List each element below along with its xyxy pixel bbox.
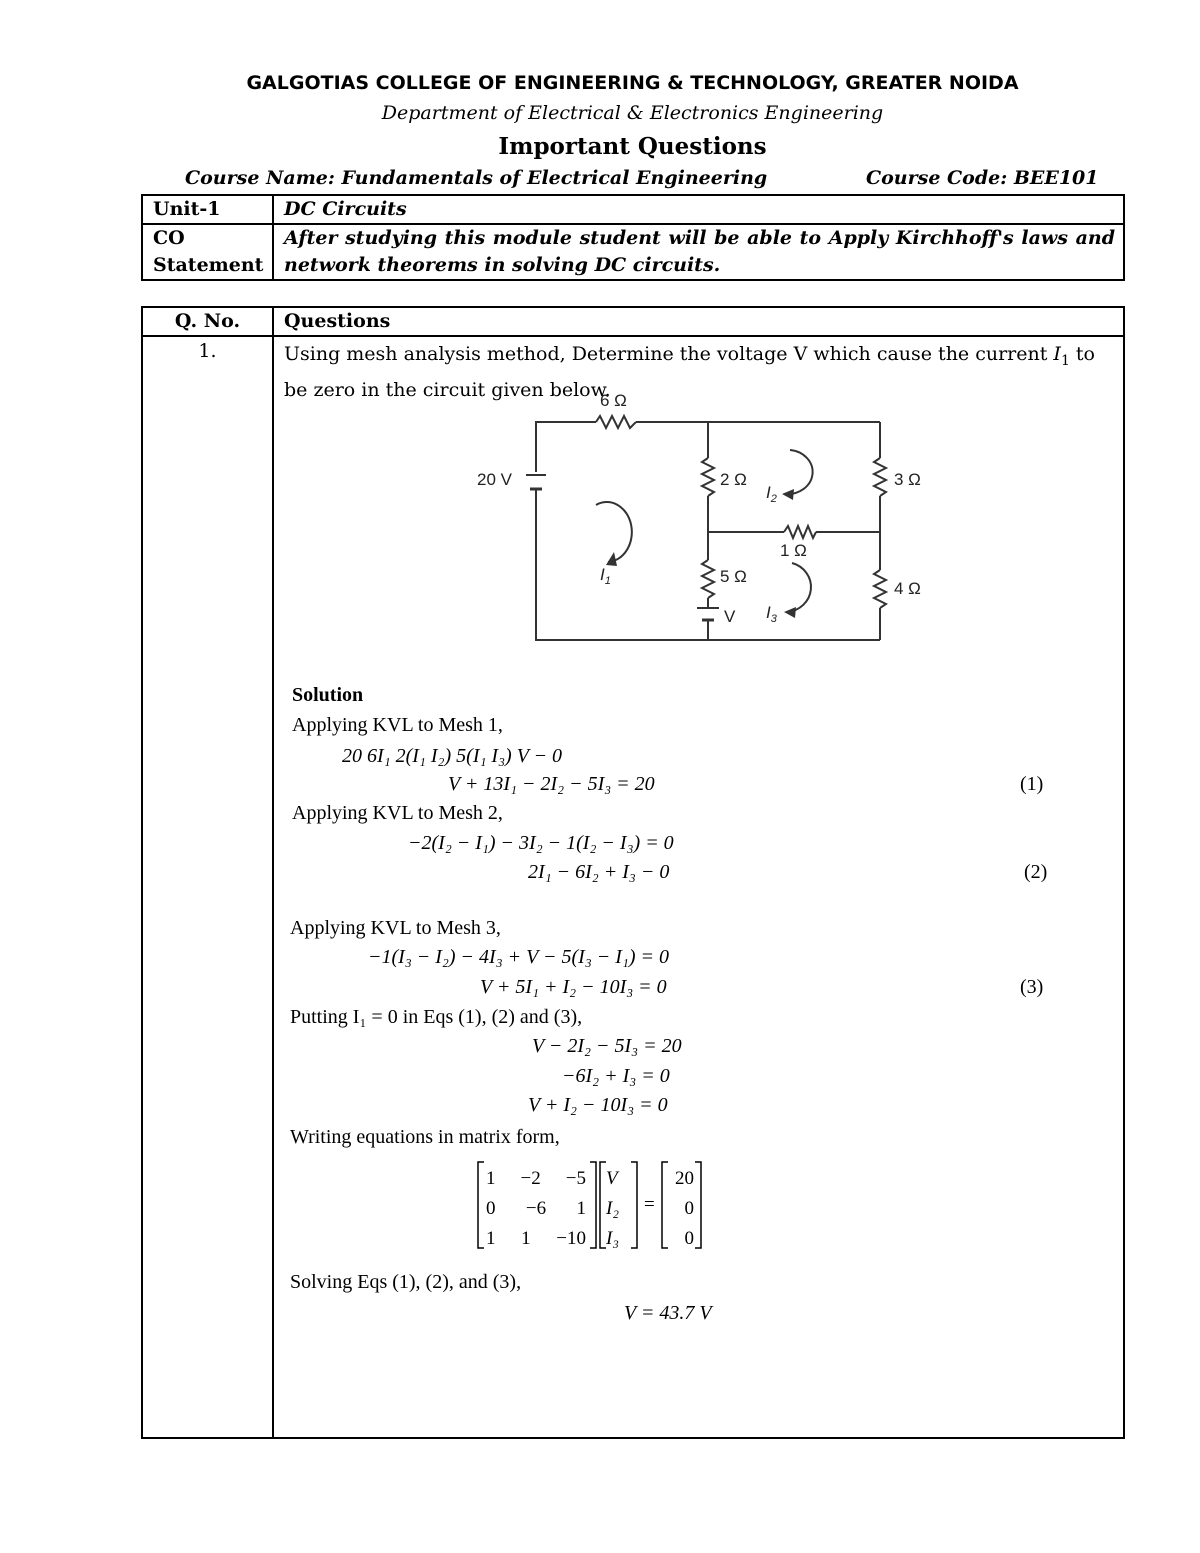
label-20v: 20 V [477,470,512,489]
substituted-equation-3: V + I₂ − 10I₃ = 0 [528,1094,668,1116]
resistor-4ohm [874,570,886,608]
label-6ohm: 6 Ω [600,391,627,410]
matrix-intro: Writing equations in matrix form, [290,1126,560,1148]
label-1ohm: 1 Ω [780,541,807,560]
matrix-equals: = [644,1194,655,1215]
mesh2-equation-1: −2(I₂ − I₁) − 3I₂ − 1(I₂ − I₃) = 0 [408,832,674,854]
wire-top-left [536,422,596,472]
equation-label-2: (2) [1024,861,1048,883]
label-3ohm: 3 Ω [894,470,921,489]
equation-label-3: (3) [1020,976,1044,998]
coefficient-matrix: 1 −2 −5 0 −6 1 1 1 −10 [486,1168,586,1249]
solution-heading: Solution [292,684,364,706]
mesh3-equation-1: −1(I₃ − I₂) − 4I₃ + V − 5(I₃ − I₁) = 0 [368,946,670,968]
mesh2-equation-2: 2I₁ − 6I₂ + I₃ − 0 [528,861,670,883]
question-text-line-1: Using mesh analysis method, Determine the voltage V which cause the current $I_1$ to [284,343,1095,369]
label-5ohm: 5 Ω [720,567,747,586]
mesh3-equation-2: V + 5I₁ + I₂ − 10I₃ = 0 [480,976,667,998]
mesh3-arrow [787,563,811,612]
label-i2: $I_2$ [766,483,777,505]
co-label-line-1: CO [153,227,185,249]
resistor-1ohm [784,526,816,538]
course-code: Course Code: BEE101 [866,167,1099,189]
co-statement-line-2: network theorems in solving DC circuits. [284,254,721,276]
solving-intro: Solving Eqs (1), (2), and (3), [290,1271,522,1293]
mesh1-equation-1: 20 6I₁ 2(I₁ I₂) 5(I₁ I₃) V − 0 [342,745,563,767]
label-v: V [724,607,736,626]
qno-header: Q. No. [142,307,273,336]
unit-value: DC Circuits [273,195,1124,224]
mesh3-arrowhead [784,607,796,618]
wire-left-bottom [536,492,708,640]
resistor-2ohm [702,458,714,496]
label-2ohm: 2 Ω [720,470,747,489]
mesh1-arrowhead [606,552,617,566]
resistor-6ohm [596,416,636,428]
mesh2-arrowhead [782,489,794,500]
mesh1-intro: Applying KVL to Mesh 1, [292,714,503,736]
questions-header: Questions [273,307,1124,336]
matrix-equation [476,1160,736,1252]
rhs-vector: 20 0 0 [675,1168,694,1249]
substitution-intro: Putting I₁ = 0 in Eqs (1), (2) and (3), [290,1006,583,1028]
substituted-equation-2: −6I₂ + I₃ = 0 [562,1065,670,1087]
department-name: Department of Electrical & Electronics Engineering [381,102,884,124]
mesh2-intro: Applying KVL to Mesh 2, [292,802,503,824]
variable-vector: V I₂ I₃ [606,1168,619,1249]
substituted-equation-1: V − 2I₂ − 5I₃ = 20 [532,1035,682,1057]
institution-name: GALGOTIAS COLLEGE OF ENGINEERING & TECHNOLOGY, GREATER NOIDA [246,72,1019,94]
question-number: 1. [142,336,273,1438]
final-answer: V = 43.7 V [624,1302,712,1324]
label-4ohm: 4 Ω [894,579,921,598]
course-name: Course Name: Fundamentals of Electrical Engineering [185,167,768,189]
unit-label: Unit-1 [142,195,273,224]
equation-label-1: (1) [1020,773,1044,795]
resistor-5ohm [702,560,714,598]
question-text-line-2: be zero in the circuit given below. [284,378,611,401]
mesh2-arrow [785,450,813,494]
co-label-line-2: Statement [153,254,264,276]
mesh1-equation-2: V + 13I₁ − 2I₂ − 5I₃ = 20 [448,773,655,795]
mesh3-intro: Applying KVL to Mesh 3, [290,917,501,939]
circuit-diagram [0,0,1200,700]
label-i3: $I_3$ [766,603,777,625]
resistor-3ohm [874,458,886,496]
co-statement-line-1: After studying this module student will be able to Apply Kirchhoff's laws and [284,227,1115,249]
label-i1: $I_1$ [600,565,611,587]
document-title: Important Questions [498,133,767,160]
